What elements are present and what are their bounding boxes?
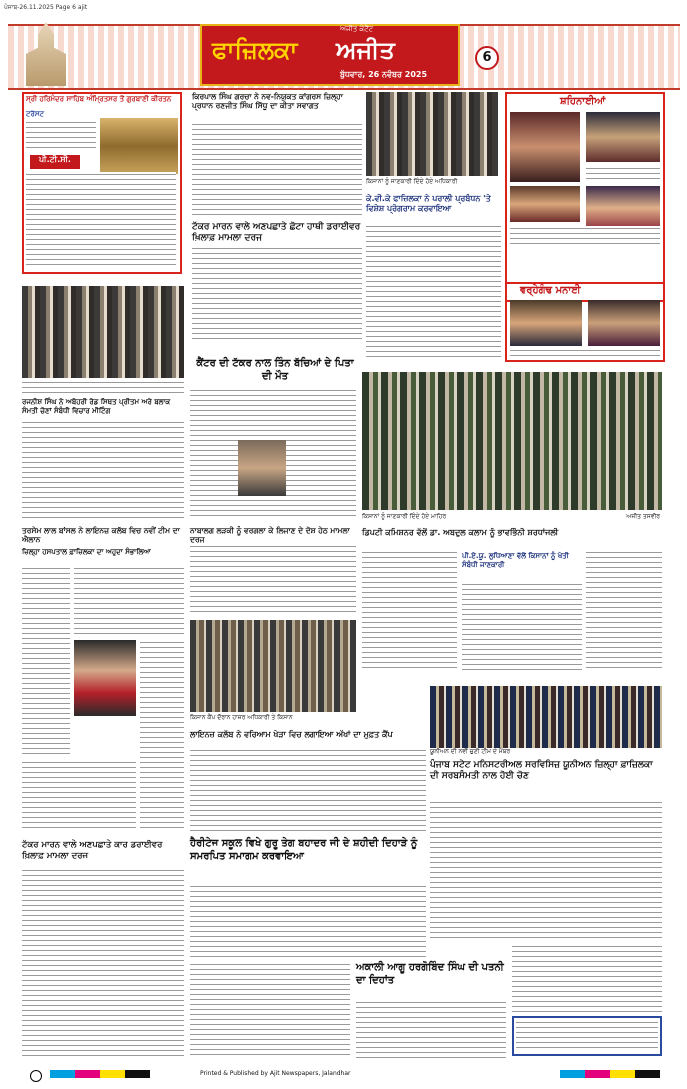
group-banner-photo — [362, 372, 662, 510]
print-info-strip: ਪੰਜਾਬ-26.11.2025 Page 6 ajit — [4, 4, 88, 11]
color-bar-left — [50, 1070, 150, 1078]
masthead-date: ਬੁੱਧਵਾਰ, 26 ਨਵੰਬਰ 2025 — [340, 70, 428, 79]
article-4-headline: ਰਜਨੀਸ਼ ਸਿੰਘ ਨੇ ਅਬੋਹਰੀ ਰੋਡ ਸਿਥਤ ਪ੍ਰੀਤਮ ਅਰੇ ਬਲਾਕ ਸੰਮਤੀ ਚੋਣਾਂ ਸੰਬੰਧੀ ਵਿਚਾਰ ਮੀਟਿੰਗ — [22, 398, 171, 415]
footer — [0, 1062, 687, 1089]
masthead-small-label: ਅਜੀਤ ਕੰਟੈਂਟ — [340, 25, 374, 33]
ptc-label: ਪੀ.ਟੀ.ਸੀ. — [30, 155, 80, 169]
left-top-box-subtitle: ਟਰੱਸਟ — [26, 110, 44, 118]
article-15-headline: ਅਕਾਲੀ ਆਗੂ ਹਰਗੋਬਿੰਦ ਸਿੰਘ ਦੀ ਪਤਨੀ ਦਾ ਦਿਹਾਂਤ — [356, 962, 504, 986]
article-1-text — [192, 122, 362, 216]
article-7-text-1 — [22, 566, 70, 756]
article-11-text-2 — [190, 962, 350, 1058]
article-2-headline: ਟੱਕਰ ਮਾਰਨ ਵਾਲੇ ਅਣਪਛਾਤੇ ਛੋਟਾ ਹਾਥੀ ਡਰਾਈਵਰ ਖ਼ਿਲਾਫ਼ ਮਾਮਲਾ ਦਰਜ — [192, 222, 361, 244]
anniversary-photo-2 — [588, 300, 660, 346]
registration-mark — [30, 1070, 42, 1082]
union-photo — [430, 686, 662, 748]
meeting-left-caption — [22, 380, 184, 394]
imprint-text — [516, 1020, 658, 1052]
article-8-text — [190, 544, 356, 614]
left-top-box-body — [26, 172, 176, 268]
page-number: 6 — [475, 46, 499, 70]
article-3-text — [366, 224, 501, 360]
left-top-box-title: ਸ੍ਰੀ ਹਰਿਮੰਦਰ ਸਾਹਿਬ ਅੰਮ੍ਰਿਤਸਰ ਤੋਂ ਗੁਰਬਾਣੀ ਕੀਰਤਨ — [26, 95, 172, 103]
anniversary-photo-1 — [510, 300, 582, 346]
article-1-headline: ਕਿਰਪਾਲ ਸਿੰਘ ਗਰਚਾ ਨੇ ਨਵ-ਨਿਯੁਕਤ ਕਾਂਗਰਸ ਜ਼ਿਲ੍ਹਾ ਪ੍ਰਧਾਨ ਰਣਜੀਤ ਸਿੰਘ ਸਿੱਧੂ ਦਾ ਕੀਤਾ ਸਵਾਗਤ — [192, 92, 343, 111]
wedding-captions — [510, 226, 660, 246]
article-9-caption: ਕਿਸਾਨ ਕੈਂਪ ਦੌਰਾਨ ਹਾਜ਼ਰ ਅਧਿਕਾਰੀ ਤੇ ਕਿਸਾਨ — [190, 714, 293, 721]
article-7-text-3 — [140, 640, 184, 830]
golden-temple-photo — [100, 118, 178, 174]
color-bar-right — [560, 1070, 660, 1078]
right-mid-box-title: ਵਰ੍ਹੇਗੰਢ ਮਨਾਈ — [520, 285, 581, 296]
victim-photo — [238, 440, 286, 496]
article-6-caption: ਕਿਸਾਨਾਂ ਨੂੰ ਜਾਣਕਾਰੀ ਦਿੰਦੇ ਹੋਏ ਮਾਹਿਰ — [362, 513, 447, 520]
article-7-text-2 — [74, 566, 184, 636]
article-12-text — [22, 868, 184, 1058]
wedding-photo-1 — [510, 112, 580, 182]
article-13-headline: ਪੀ.ਏ.ਯੂ. ਲੁਧਿਆਣਾ ਵੱਲੋਂ ਕਿਸਾਨਾਂ ਨੂੰ ਖੇਤੀ ਸੰਬੰਧੀ ਜਾਣਕਾਰੀ — [462, 552, 569, 569]
article-8-headline: ਨਾਬਾਲਗ ਲੜਕੀ ਨੂੰ ਵਰਗਲਾ ਕੇ ਲਿਜਾਣ ਦੇ ਦੋਸ਼ ਹੇਠ ਮਾਮਲਾ ਦਰਜ — [190, 526, 350, 545]
article-6-credit: ਅਜੀਤ ਤਸਵੀਰ — [626, 513, 660, 520]
right-column-text — [586, 550, 662, 670]
meeting-photo — [366, 92, 498, 176]
article-11-text — [190, 884, 426, 958]
left-top-box-text — [26, 120, 96, 152]
article-11-headline: ਹੈਰੀਟੇਜ ਸਕੂਲ ਵਿਖੇ ਗੁਰੂ ਤੇਗ ਬਹਾਦਰ ਜੀ ਦੇ ਸ਼ਹੀਦੀ ਦਿਹਾੜੇ ਨੂੰ ਸਮਰਪਿਤ ਸਮਾਗਮ ਕਰਵਾਇਆ — [190, 838, 418, 862]
article-13-text — [462, 582, 582, 670]
masthead-title-left: ਫਾਜ਼ਿਲਕਾ — [212, 35, 298, 64]
footer-text: Printed & Published by Ajit Newspapers, Jalandhar — [200, 1070, 351, 1077]
camp-photo — [190, 620, 356, 712]
article-7-headline: ਤਰਸੇਮ ਲਾਲ ਬਾਂਸਲ ਨੇ ਲਾਇਨਜ਼ ਕਲੱਬ ਵਿਚ ਨਵੀਂ ਟੀਮ ਦਾ ਐਲਾਨ — [22, 526, 180, 545]
article-10-headline: ਲਾਇਨਜ਼ ਕਲੱਬ ਨੇ ਵਰਿਆਮ ਖੇੜਾ ਵਿਚ ਲਗਾਇਆ ਅੱਖਾਂ ਦਾ ਮੁਫ਼ਤ ਕੈਂਪ — [190, 730, 393, 739]
article-14-caption: ਯੂਨੀਅਨ ਦੀ ਨਵੀਂ ਚੁਣੀ ਟੀਮ ਦੇ ਮੈਂਬਰ — [430, 748, 511, 755]
anniversary-captions — [510, 348, 660, 358]
portrait-photo — [74, 640, 136, 716]
article-7-subhead: ਜ਼ਿਲ੍ਹਾ ਹਸਪਤਾਲ ਫ਼ਾਜ਼ਿਲਕਾ ਦਾ ਅਹੁਦਾ ਸੰਭਾਲਿਆ — [22, 548, 151, 556]
meeting-left-photo — [22, 286, 184, 378]
article-15-text — [356, 1000, 506, 1058]
article-3-caption: ਕਿਸਾਨਾਂ ਨੂੰ ਜਾਣਕਾਰੀ ਦਿੰਦੇ ਹੋਏ ਅਧਿਕਾਰੀ — [366, 178, 458, 185]
wedding-photo-4 — [586, 186, 660, 230]
wedding-photo-3 — [510, 186, 580, 222]
article-14-headline: ਪੰਜਾਬ ਸਟੇਟ ਮਨਿਸਟਰੀਅਲ ਸਰਵਿਸਿਜ਼ ਯੂਨੀਅਨ ਜ਼ਿਲ੍ਹਾ ਫ਼ਾਜ਼ਿਲਕਾ ਦੀ ਸਰਬਸੰਮਤੀ ਨਾਲ ਹੋਈ ਚੋਣ — [430, 760, 653, 782]
masthead-title-right: ਅਜੀਤ — [336, 35, 395, 64]
article-14-text — [430, 800, 662, 940]
right-bottom-text — [512, 944, 662, 1014]
wedding-photo-2 — [586, 112, 660, 162]
article-4-text — [22, 420, 184, 520]
article-6-headline: ਡਿਪਟੀ ਕਮਿਸ਼ਨਰ ਵੱਲੋਂ ਡਾ. ਅਬਦੁਲ ਕਲਾਮ ਨੂੰ ਭਾਵਭਿੰਨੀ ਸ਼ਰਧਾਂਜਲੀ — [362, 528, 559, 537]
article-12-headline: ਟੱਕਰ ਮਾਰਨ ਵਾਲੇ ਅਣਪਛਾਤੇ ਕਾਰ ਡਰਾਈਵਰ ਖ਼ਿਲਾਫ਼ ਮਾਮਲਾ ਦਰਜ — [22, 840, 163, 861]
article-5-headline: ਕੈਂਟਰ ਦੀ ਟੱਕਰ ਨਾਲ ਤਿੰਨ ਬੱਚਿਆਂ ਦੇ ਪਿਤਾ ਦੀ ਮੌਤ — [196, 358, 354, 382]
article-7-text-4 — [22, 760, 136, 830]
wedding-caption-2 — [586, 166, 660, 182]
right-top-box-title: ਸ਼ਹਿਨਾਈਆਂ — [560, 96, 606, 107]
article-2-text — [192, 246, 362, 342]
article-10-text — [190, 748, 426, 834]
article-3-headline: ਕੇ.ਵੀ.ਕੇ ਫਾਜ਼ਿਲਕਾ ਨੇ ਪਰਾਲੀ ਪ੍ਰਬੰਧਨ 'ਤੇ ਵਿਸ਼ੇਸ਼ ਪ੍ਰੋਗਰਾਮ ਕਰਵਾਇਆ — [366, 194, 491, 213]
article-6-text — [362, 550, 457, 670]
